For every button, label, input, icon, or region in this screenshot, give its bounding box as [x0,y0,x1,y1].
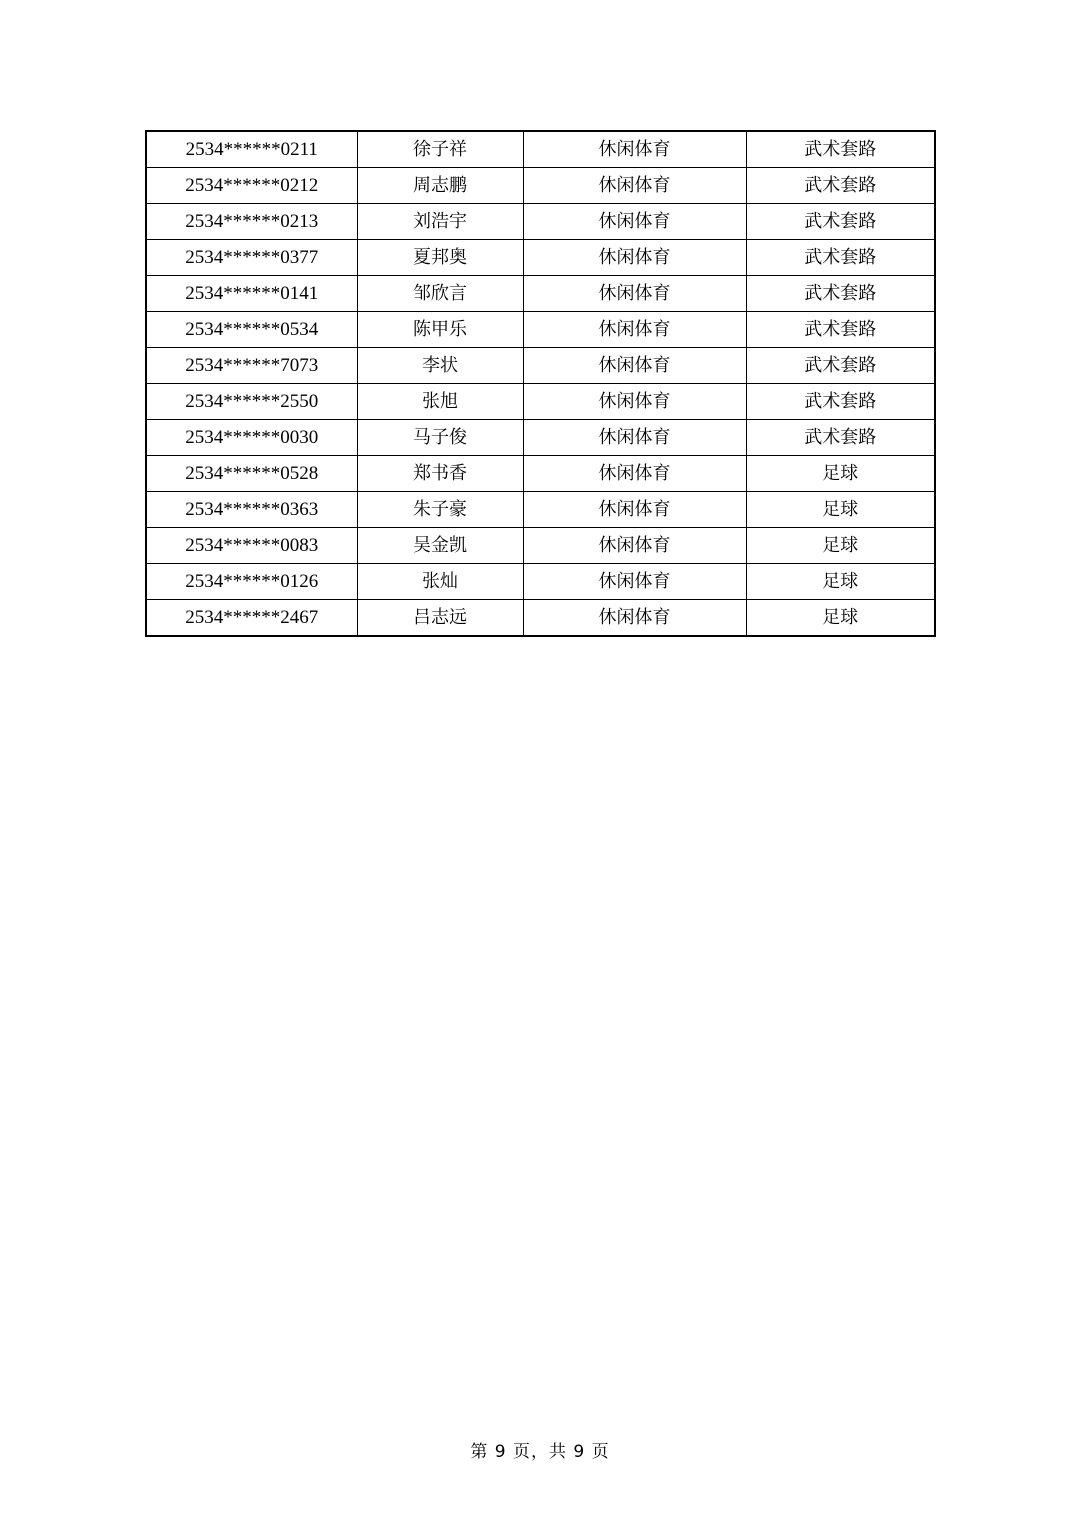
category-cell: 休闲体育 [523,168,746,204]
category-cell: 休闲体育 [523,600,746,637]
category-cell: 休闲体育 [523,420,746,456]
sport-item-cell: 足球 [746,600,935,637]
table-row [146,348,935,384]
table-row [146,204,935,240]
table-row [146,600,935,637]
sport-item-cell: 武术套路 [746,240,935,276]
student-id-cell: 2534******0211 [146,131,357,168]
student-id-cell: 2534******0213 [146,204,357,240]
student-name-cell: 徐子祥 [357,131,523,168]
sport-item-cell: 足球 [746,492,935,528]
roster-table [145,130,936,637]
category-cell: 休闲体育 [523,348,746,384]
student-id-cell: 2534******0534 [146,312,357,348]
category-cell: 休闲体育 [523,204,746,240]
student-id-cell: 2534******0212 [146,168,357,204]
table-row [146,240,935,276]
category-cell: 休闲体育 [523,131,746,168]
student-name-cell: 马子俊 [357,420,523,456]
sport-item-cell: 武术套路 [746,131,935,168]
category-cell: 休闲体育 [523,564,746,600]
table-row [146,564,935,600]
table-row [146,131,935,168]
student-name-cell: 朱子豪 [357,492,523,528]
category-cell: 休闲体育 [523,276,746,312]
sport-item-cell: 武术套路 [746,420,935,456]
student-id-cell: 2534******0141 [146,276,357,312]
student-id-cell: 2534******0083 [146,528,357,564]
table-row [146,528,935,564]
student-id-cell: 2534******7073 [146,348,357,384]
student-name-cell: 邹欣言 [357,276,523,312]
student-id-cell: 2534******0528 [146,456,357,492]
student-name-cell: 郑书香 [357,456,523,492]
student-name-cell: 周志鹏 [357,168,523,204]
sport-item-cell: 足球 [746,564,935,600]
category-cell: 休闲体育 [523,492,746,528]
category-cell: 休闲体育 [523,384,746,420]
table-row [146,456,935,492]
category-cell: 休闲体育 [523,528,746,564]
roster-table-body [146,131,935,636]
student-name-cell: 吕志远 [357,600,523,637]
student-id-cell: 2534******0030 [146,420,357,456]
page-footer: 第 9 页，共 9 页 [470,1442,610,1462]
category-cell: 休闲体育 [523,312,746,348]
student-name-cell: 刘浩宇 [357,204,523,240]
student-name-cell: 张旭 [357,384,523,420]
student-id-cell: 2534******0363 [146,492,357,528]
student-name-cell: 吴金凯 [357,528,523,564]
table-row [146,420,935,456]
sport-item-cell: 足球 [746,456,935,492]
student-id-cell: 2534******2467 [146,600,357,637]
student-name-cell: 李状 [357,348,523,384]
table-row [146,384,935,420]
sport-item-cell: 武术套路 [746,384,935,420]
student-name-cell: 陈甲乐 [357,312,523,348]
sport-item-cell: 武术套路 [746,348,935,384]
category-cell: 休闲体育 [523,456,746,492]
student-id-cell: 2534******0377 [146,240,357,276]
student-id-cell: 2534******2550 [146,384,357,420]
table-row [146,312,935,348]
sport-item-cell: 武术套路 [746,276,935,312]
sport-item-cell: 武术套路 [746,168,935,204]
student-name-cell: 夏邦奥 [357,240,523,276]
student-name-cell: 张灿 [357,564,523,600]
table-row [146,276,935,312]
table-row [146,168,935,204]
table-row [146,492,935,528]
student-id-cell: 2534******0126 [146,564,357,600]
sport-item-cell: 武术套路 [746,312,935,348]
sport-item-cell: 武术套路 [746,204,935,240]
sport-item-cell: 足球 [746,528,935,564]
category-cell: 休闲体育 [523,240,746,276]
